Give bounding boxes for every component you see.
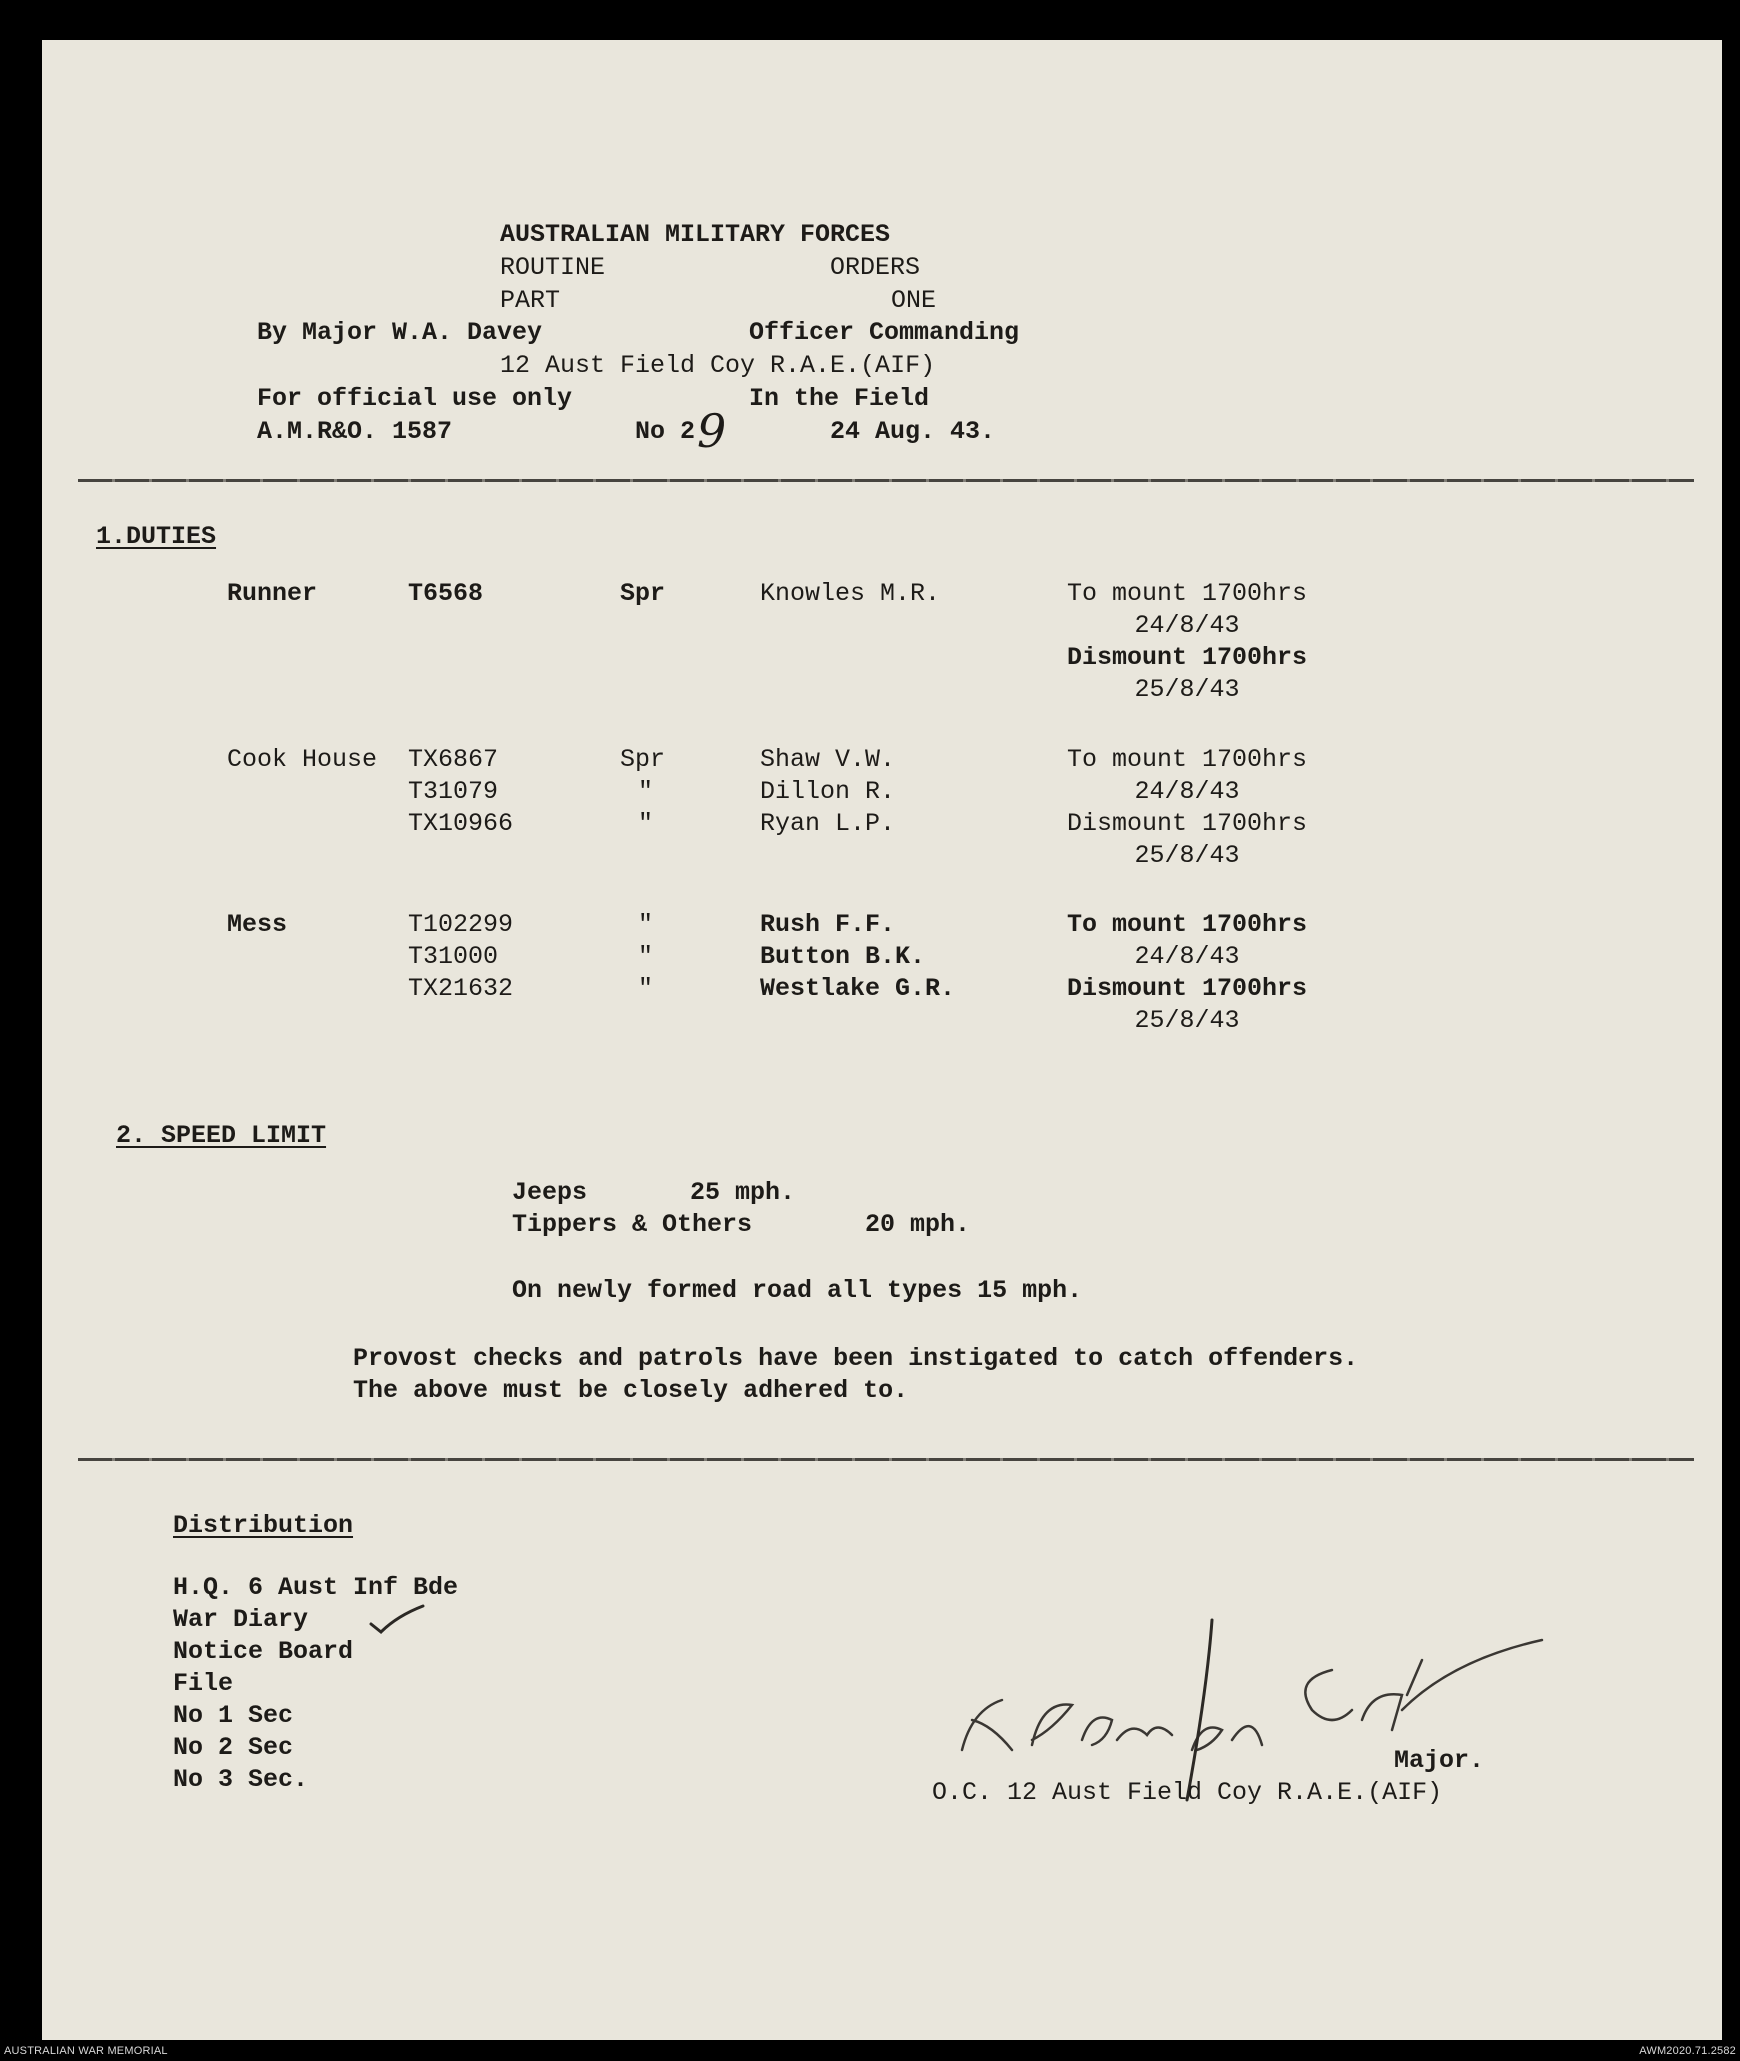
mount-time: To mount 1700hrs [1066, 579, 1308, 608]
dismount-date: 25/8/43 [1134, 1006, 1240, 1035]
service-number: TX6867 [408, 745, 499, 774]
distribution-item: No 2 Sec [173, 1733, 294, 1762]
person-name: Knowles M.R. [760, 579, 941, 608]
speed-note-1: Provost checks and patrols have been instigated to catch offenders. [353, 1344, 1359, 1373]
header-issuer: By Major W.A. Davey [257, 318, 543, 347]
service-number: T102299 [408, 910, 514, 939]
header-part-one: ONE [891, 286, 937, 315]
service-number: TX21632 [408, 974, 514, 1003]
speed-note-2: The above must be closely adhered to. [353, 1376, 909, 1405]
speed-limit-heading: 2. SPEED LIMIT [116, 1121, 327, 1150]
distribution-item: No 1 Sec [173, 1701, 294, 1730]
header-divider [78, 479, 1694, 482]
rank: Spr [620, 579, 666, 608]
rank: " [638, 910, 654, 939]
distribution-item: Notice Board [173, 1637, 354, 1666]
duty-group-name: Mess [227, 910, 288, 939]
service-number: TX10966 [408, 809, 514, 838]
service-number: T31000 [408, 942, 499, 971]
new-road-limit: On newly formed road all types 15 mph. [512, 1276, 1083, 1305]
header-title: AUSTRALIAN MILITARY FORCES [500, 220, 891, 249]
distribution-item: File [173, 1669, 234, 1698]
body-divider [78, 1458, 1694, 1461]
rank: " [638, 942, 654, 971]
order-number-handwritten: 9 [697, 404, 727, 458]
rank: " [638, 974, 654, 1003]
footer-source: AUSTRALIAN WAR MEMORIAL [4, 2045, 168, 2057]
header-part: PART [500, 286, 561, 315]
duty-group-name: Runner [227, 579, 318, 608]
distribution-item: No 3 Sec. [173, 1765, 309, 1794]
rank: Spr [620, 745, 666, 774]
mount-date: 24/8/43 [1134, 942, 1240, 971]
dismount-date: 25/8/43 [1134, 675, 1240, 704]
dismount-time: Dismount 1700hrs [1066, 974, 1308, 1003]
dismount-time: Dismount 1700hrs [1066, 809, 1308, 838]
tippers-speed: 20 mph. [865, 1210, 971, 1239]
person-name: Ryan L.P. [760, 809, 896, 838]
distribution-item: War Diary [173, 1605, 309, 1634]
service-number: T31079 [408, 777, 499, 806]
person-name: Shaw V.W. [760, 745, 896, 774]
signatory-title: O.C. 12 Aust Field Coy R.A.E.(AIF) [932, 1778, 1443, 1807]
document-page [42, 40, 1722, 2040]
dismount-date: 25/8/43 [1134, 841, 1240, 870]
header-location: In the Field [749, 384, 930, 413]
tippers-label: Tippers & Others [512, 1210, 753, 1239]
signatory-rank: Major. [1394, 1746, 1485, 1775]
footer-accession-number: AWM2020.71.2582 [1639, 2045, 1736, 2057]
checkmark-icon [367, 1602, 427, 1638]
header-reference: A.M.R&O. 1587 [257, 417, 453, 446]
rank: " [638, 777, 654, 806]
mount-time: To mount 1700hrs [1066, 910, 1308, 939]
duty-group-name: Cook House [227, 745, 378, 774]
jeeps-label: Jeeps [512, 1178, 588, 1207]
distribution-heading: Distribution [173, 1511, 354, 1540]
header-routine: ROUTINE [500, 253, 606, 282]
header-orders: ORDERS [830, 253, 921, 282]
person-name: Westlake G.R. [760, 974, 956, 1003]
mount-date: 24/8/43 [1134, 611, 1240, 640]
header-officer-title: Officer Commanding [749, 318, 1020, 347]
dismount-time: Dismount 1700hrs [1066, 643, 1308, 672]
service-number: T6568 [408, 579, 484, 608]
distribution-item: H.Q. 6 Aust Inf Bde [173, 1573, 459, 1602]
jeeps-speed: 25 mph. [690, 1178, 796, 1207]
mount-date: 24/8/43 [1134, 777, 1240, 806]
duties-heading: 1.DUTIES [96, 522, 217, 551]
person-name: Dillon R. [760, 777, 896, 806]
rank: " [638, 809, 654, 838]
mount-time: To mount 1700hrs [1066, 745, 1308, 774]
person-name: Button B.K. [760, 942, 926, 971]
order-date: 24 Aug. 43. [830, 417, 996, 446]
header-official-use: For official use only [257, 384, 573, 413]
header-unit: 12 Aust Field Coy R.A.E.(AIF) [500, 351, 936, 380]
person-name: Rush F.F. [760, 910, 896, 939]
order-number-label: No 2 [635, 417, 696, 446]
